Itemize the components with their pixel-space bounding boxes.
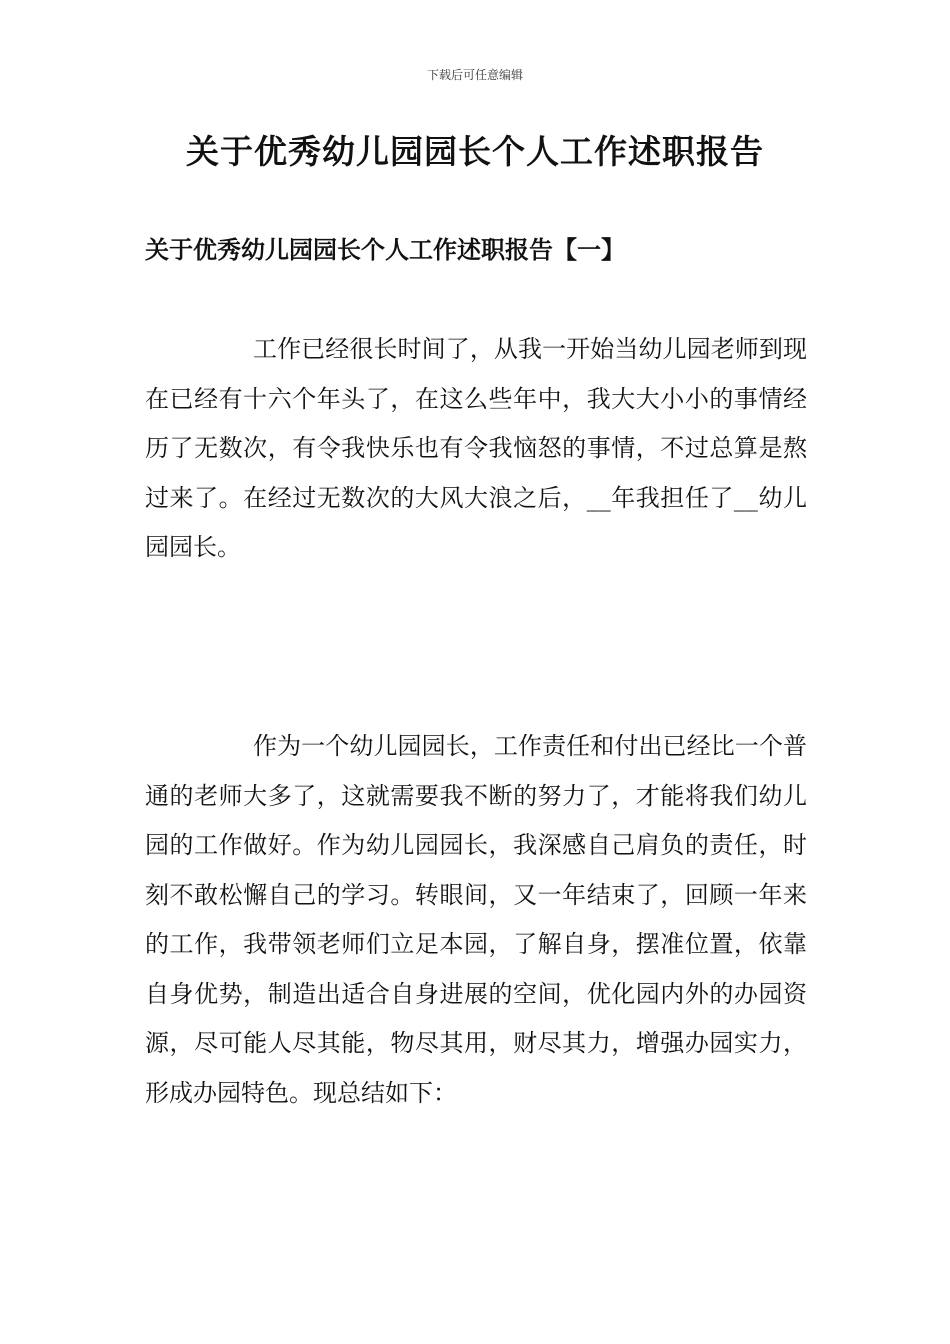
header-note: 下载后可任意编辑 [426, 68, 523, 82]
paragraph-1: 工作已经很长时间了，从我一开始当幼儿园老师到现在已经有十六个年头了，在这么些年中，我大大小小的事情经历了无数次，有令我快乐也有令我恼怒的事情，不过总算是熬过来了。在经过无数次的大风大浪之后，__年我担任了__幼儿园园长。 [145, 335, 807, 561]
section-heading: 关于优秀幼儿园园长个人工作述职报告【一】 [145, 235, 625, 264]
document-title: 关于优秀幼儿园园长个人工作述职报告 [186, 132, 764, 171]
paragraph-2: 作为一个幼儿园园长，工作责任和付出已经比一个普通的老师大多了，这就需要我不断的努力了，才能将我们幼儿园的工作做好。作为幼儿园园长，我深感自己肩负的责任，时刻不敢松懈自己的学习。转眼间，又一年结束了，回顾一年来的工作，我带领老师们立足本园，了解自身，摆准位置，依靠自身优势，制造出适合自身进展的空间，优化园内外的办园资源，尽可能人尽其能，物尽其用，财尽其力，增强办园实力，形成办园特色。现总结如下： [145, 732, 807, 1107]
